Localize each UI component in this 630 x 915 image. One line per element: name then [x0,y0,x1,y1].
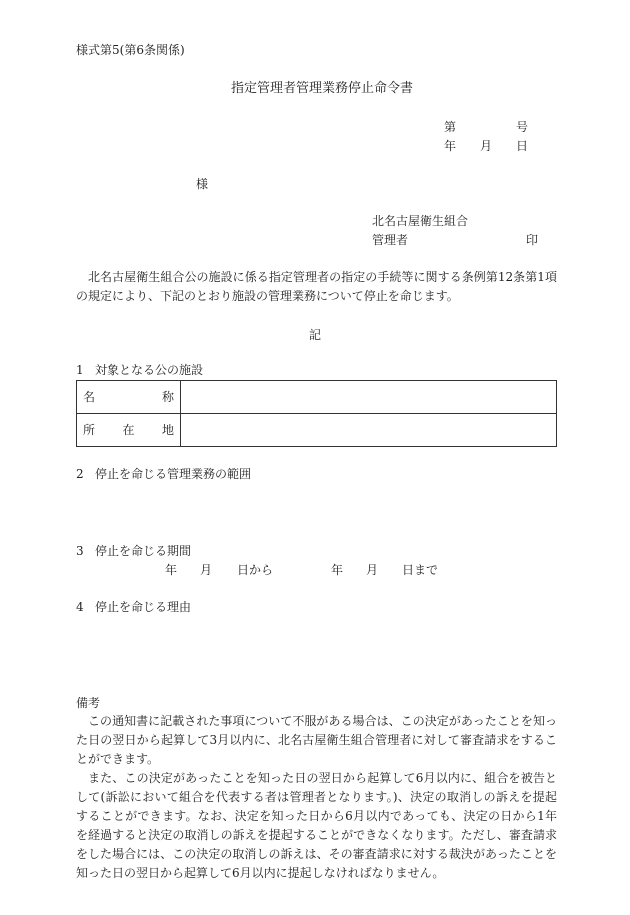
document-title: 指定管理者管理業務停止命令書 [231,81,414,96]
period-to-month: 月 [366,563,379,577]
facility-name-row [77,381,557,414]
doc-number-suffix: 号 [516,120,529,134]
date-day-label: 日 [516,139,529,153]
section-3-number: 3 [76,544,84,558]
form-number: 様式第5(第6条関係) [76,43,185,57]
location-label-char-1: 所 [83,423,96,437]
remarks-paragraph-1: この通知書に記載された事項について不服がある場合は、この決定があったことを知った日の翌日から起算して3月以内に、北名古屋衛生組合管理者に対して審査請求をすることができます。 [76,714,557,766]
period-to-year: 年 [331,563,344,577]
addressee-suffix: 様 [196,177,209,191]
date-year-label: 年 [444,139,457,153]
name-label-char-1: 名 [83,390,96,404]
facility-name-label [77,381,181,414]
remarks-heading: 備考 [76,696,101,710]
remarks-body [76,712,557,883]
issuer-org: 北名古屋衛生組合 [372,214,469,228]
section-4-title: 停止を命じる理由 [95,600,192,614]
seal-mark: 印 [526,233,539,247]
section-3-title: 停止を命じる期間 [95,544,192,558]
issuer-role: 管理者 [372,233,409,247]
doc-number-prefix: 第 [444,120,457,134]
facility-table [76,380,557,447]
ki-heading: 記 [309,328,322,342]
intro-paragraph [76,268,557,306]
facility-location-label [77,414,181,447]
section-4-number: 4 [76,600,84,614]
location-label-char-3: 地 [161,423,174,437]
period-from-month: 月 [200,563,213,577]
remarks-paragraph-2: また、この決定があったことを知った日の翌日から起算して6月以内に、組合を被告として(訴訟において組合を代表する者は管理者となります。)、決定の取消しの訴えを提起することができます。なお、決定を知った日から6月以内であっても、決定の日から1年を経過すると決定の取消しの訴えを提起することができなくなります。ただし、審査請求をした場合には、この決定の取消しの訴えは、その審査請求に対する裁決があったことを知った日の翌日から起算して6月以内に提起しなければなりません。 [76,771,557,880]
period-from-year: 年 [165,563,178,577]
period-from-day: 日から [237,563,274,577]
name-label-char-2: 称 [161,390,174,404]
section-1-title: 対象となる公の施設 [95,363,204,377]
period-to-day: 日まで [402,563,439,577]
intro-text: 北名古屋衛生組合公の施設に係る指定管理者の指定の手続等に関する条例第12条第1項の規定により、下記のとおり施設の管理業務について停止を命じます。 [76,270,557,303]
section-2-title: 停止を命じる管理業務の範囲 [95,467,252,481]
facility-name-field[interactable] [181,381,557,414]
location-label-char-2: 在 [122,423,135,437]
date-month-label: 月 [480,139,493,153]
facility-location-row [77,414,557,447]
section-2-number: 2 [76,467,84,481]
section-1-number: 1 [76,363,84,377]
facility-location-field[interactable] [181,414,557,447]
